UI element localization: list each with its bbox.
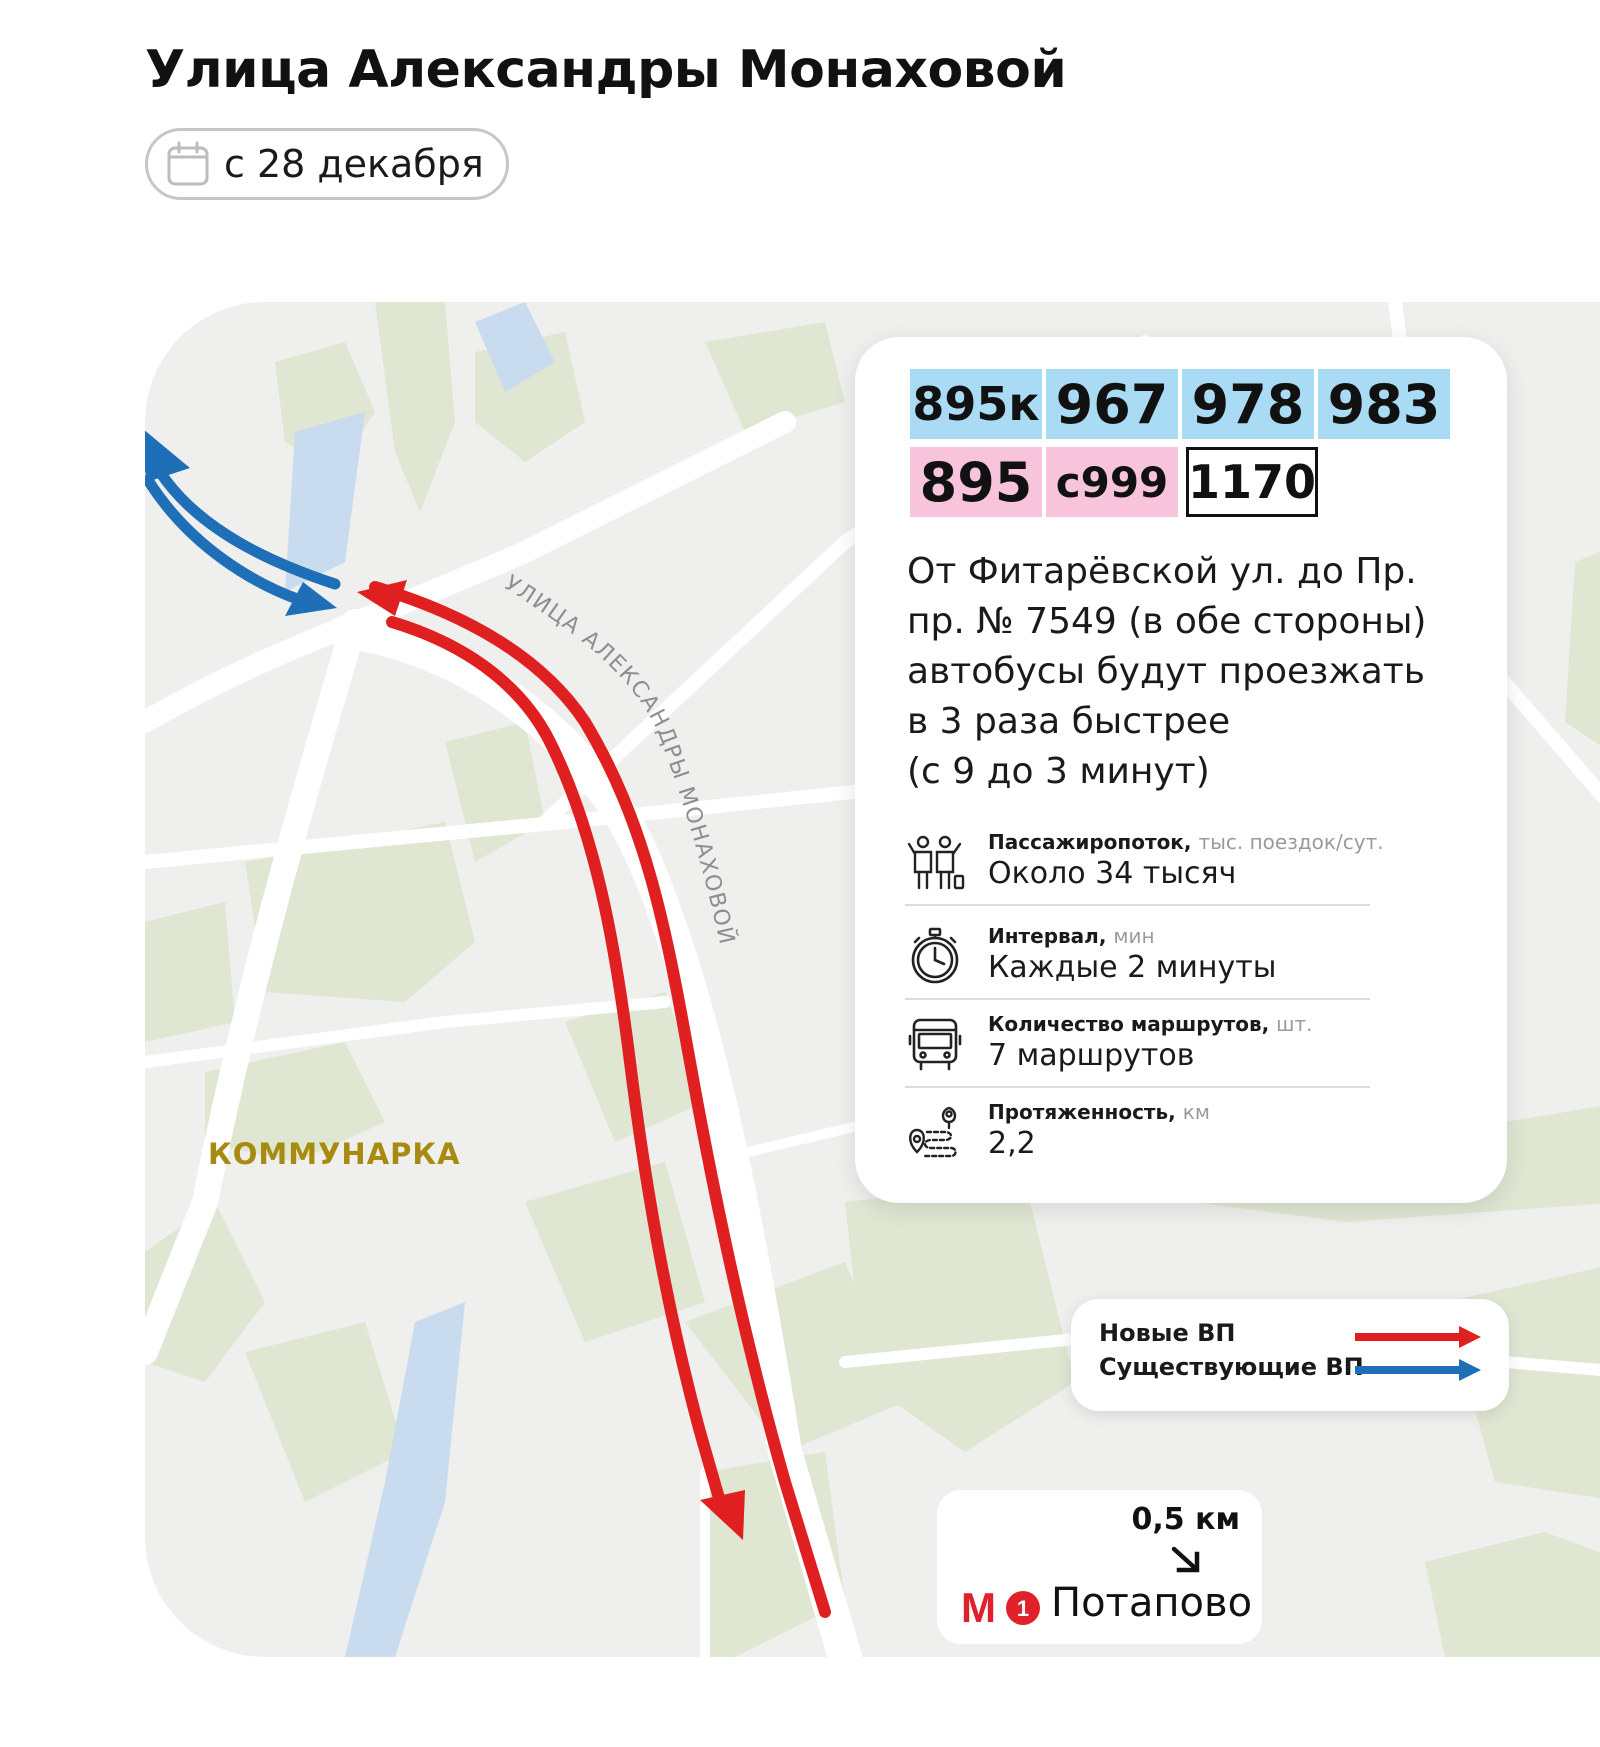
description — [907, 547, 1477, 797]
metro-logo-icon — [961, 1587, 1045, 1629]
route-length-icon — [905, 1102, 965, 1162]
passengers-icon — [905, 832, 965, 892]
route-badge: с999 — [1046, 447, 1178, 517]
legend — [1071, 1299, 1509, 1411]
route-badge: 1170 — [1186, 447, 1318, 517]
stat-value: 7 маршрутов — [988, 1038, 1195, 1073]
stopwatch-icon — [905, 926, 965, 986]
description-line: автобусы будут проезжать — [907, 651, 1425, 692]
route-badge: 895к — [910, 369, 1042, 439]
legend-existing-label: Существующие ВП — [1099, 1353, 1364, 1381]
date-text: с 28 декабря — [224, 142, 484, 186]
description-line: в 3 раза быстрее — [907, 701, 1231, 742]
stat-label: Интервал, мин — [988, 924, 1155, 948]
stat-label: Пассажиропоток, тыс. поездок/сут. — [988, 830, 1384, 854]
legend-new-arrow-icon — [1355, 1326, 1485, 1348]
page-title: Улица Александры Монаховой — [145, 40, 1067, 100]
route-badge: 895 — [910, 447, 1042, 517]
bus-icon — [905, 1014, 965, 1074]
metro-distance: 0,5 км — [1131, 1502, 1240, 1537]
legend-existing-arrow-icon — [1355, 1359, 1485, 1381]
stat-label: Протяженность, км — [988, 1100, 1210, 1124]
description-line: (с 9 до 3 минут) — [907, 751, 1210, 792]
calendar-icon — [166, 141, 210, 187]
metro-logo-letter: М — [961, 1587, 996, 1629]
divider — [905, 998, 1370, 1000]
description-line: пр. № 7549 (в обе стороны) — [907, 601, 1427, 642]
route-badge: 983 — [1318, 369, 1450, 439]
info-card — [855, 337, 1507, 1203]
stat-label: Количество маршрутов, шт. — [988, 1012, 1313, 1036]
stat-value: Каждые 2 минуты — [988, 950, 1277, 985]
stat-value: Около 34 тысяч — [988, 856, 1237, 891]
stat-value: 2,2 — [988, 1126, 1036, 1161]
metro-station-name: Потапово — [1051, 1580, 1253, 1626]
district-label: КОММУНАРКА — [208, 1137, 461, 1171]
svg-text:УЛИЦА АЛЕКСАНДРЫ МОНАХОВОЙ — [500, 571, 740, 948]
metro-line-number: 1 — [1016, 1596, 1030, 1621]
metro-station-card[interactable] — [937, 1490, 1262, 1644]
date-badge — [145, 128, 509, 200]
divider — [905, 904, 1370, 906]
description-line: От Фитарёвской ул. до Пр. — [907, 551, 1417, 592]
divider — [905, 1086, 1370, 1088]
route-badge: 967 — [1046, 369, 1178, 439]
legend-new-label: Новые ВП — [1099, 1319, 1236, 1347]
arrow-down-right-icon — [1171, 1546, 1203, 1576]
route-badge: 978 — [1182, 369, 1314, 439]
street-label: УЛИЦА АЛЕКСАНДРЫ МОНАХОВОЙ — [499, 570, 740, 948]
